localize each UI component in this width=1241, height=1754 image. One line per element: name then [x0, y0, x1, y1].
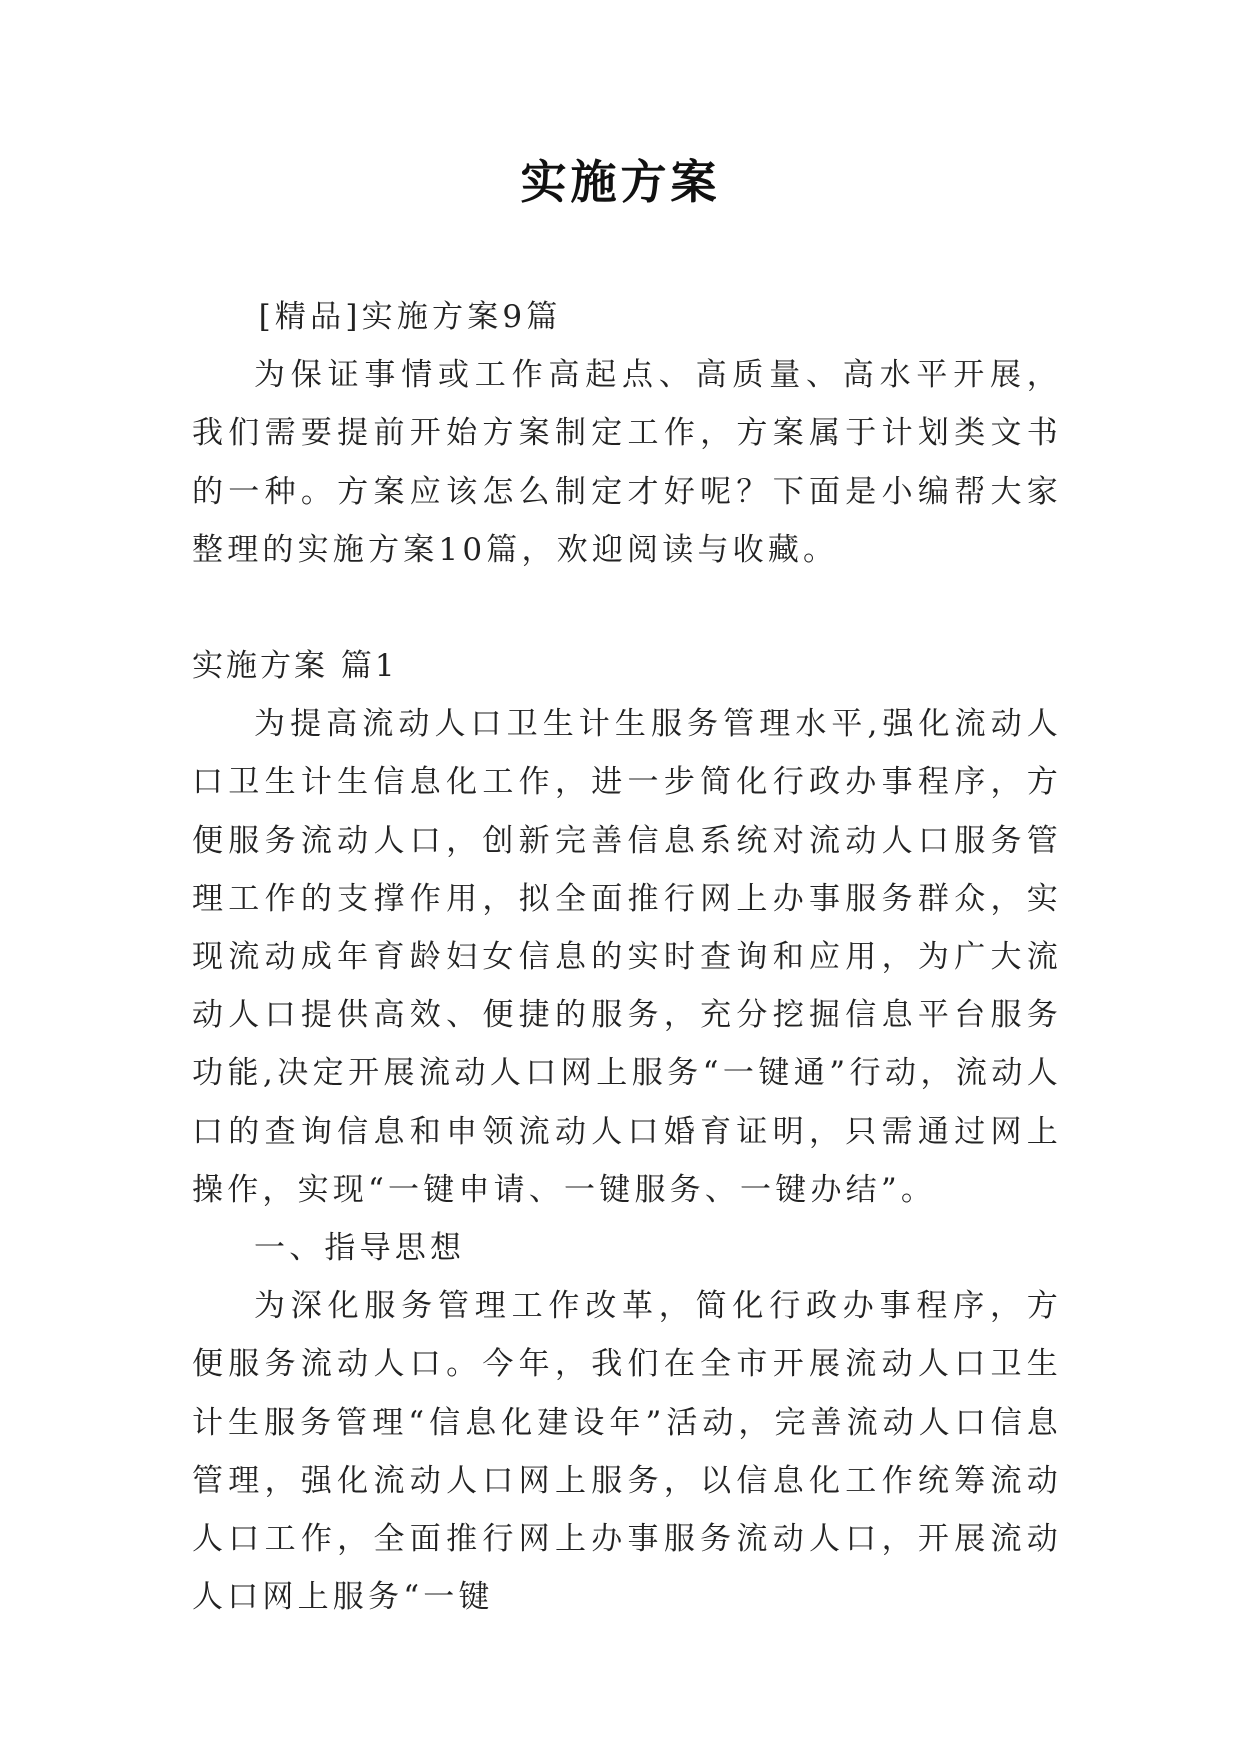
intro-subtitle: [精品]实施方案9篇 [258, 299, 562, 335]
document-title: 实施方案 [520, 155, 721, 209]
section-paragraph-1: 为提高流动人口卫生计生服务管理水平,强化流动人口卫生计生信息化工作，进一步简化行政办事程序，方便服务流动人口，创新完善信息系统对流动人口服务管理工作的支撑作用，拟全面推行网上办事服务群众，实现流动成年育龄妇女信息的实时查询和应用，为广大流动人口提供高效、便捷的服务，充分挖掘信息平台服务功能,决定开展流动人口网上服务“一键通”行动，流动人口的查询信息和申领流动人口婚育证明，只需通过网上操作，实现“一键申请、一键服务、一键办结”。 [192, 706, 1062, 1208]
section-paragraph-2: 为深化服务管理工作改革，简化行政办事程序，方便服务流动人口。今年，我们在全市开展流动人口卫生计生服务管理“信息化建设年”活动，完善流动人口信息管理，强化流动人口网上服务，以信息化工作统筹流动人口工作，全面推行网上办事服务流动人口，开展流动人口网上服务“一键 [192, 1288, 1062, 1616]
paragraph-gap [192, 579, 1062, 637]
intro-paragraph: 为保证事情或工作高起点、高质量、高水平开展，我们需要提前开始方案制定工作，方案属于计划类文书的一种。方案应该怎么制定才好呢？下面是小编帮大家整理的实施方案10篇，欢迎阅读与收藏。 [192, 357, 1062, 568]
section-heading: 实施方案 篇1 [192, 648, 398, 685]
document-body [192, 288, 1062, 1626]
sub-heading-guiding-ideology: 一、指导思想 [254, 1230, 466, 1267]
